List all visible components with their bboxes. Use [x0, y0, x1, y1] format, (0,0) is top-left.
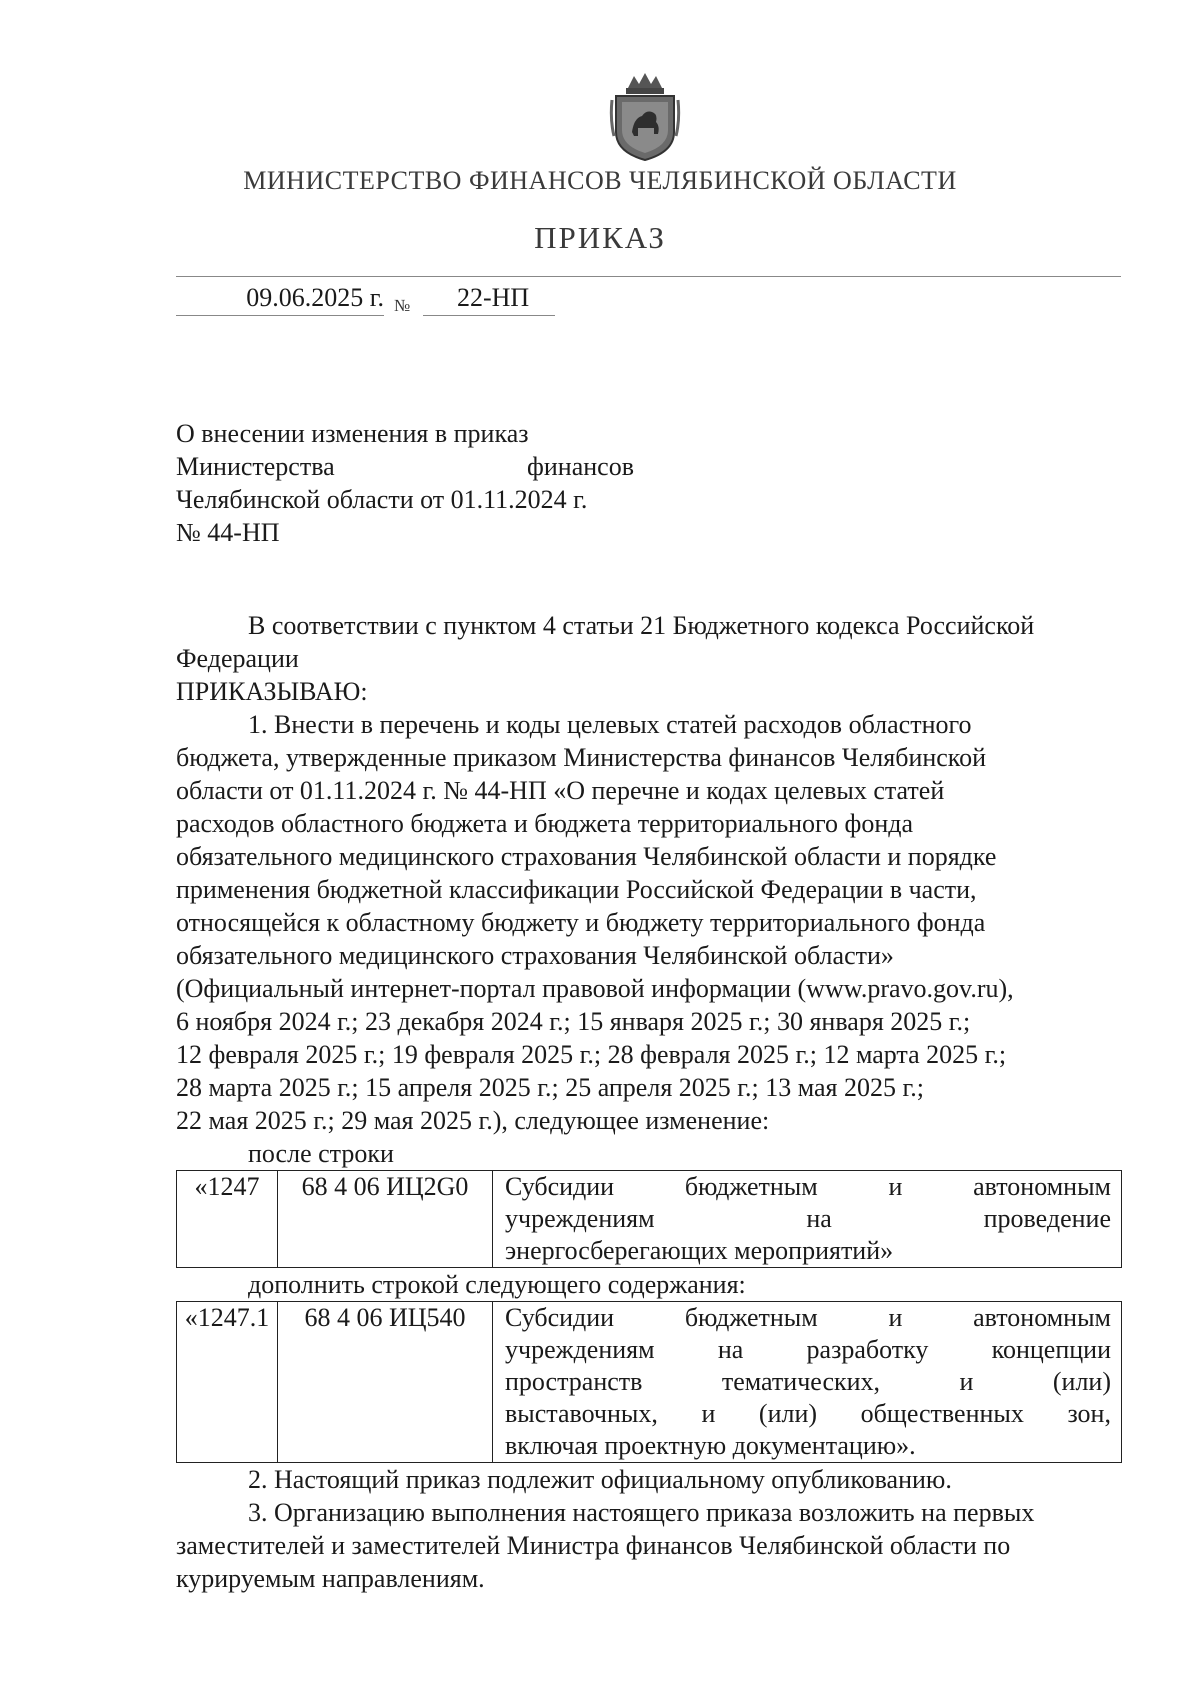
row-desc-line	[505, 1171, 1111, 1203]
item3-line: 3. Организацию выполнения настоящего приказа возложить на первых	[248, 1498, 1035, 1527]
order-subject	[176, 417, 634, 549]
header-divider	[176, 276, 1121, 277]
item1-line: обязательного медицинского страхования Челябинской области»	[176, 941, 894, 970]
desc-word: и	[959, 1367, 974, 1396]
row-description	[493, 1302, 1122, 1463]
preamble-line: Федерации	[176, 644, 299, 673]
desc-word: разработку	[806, 1335, 929, 1364]
desc-word: (или)	[758, 1399, 818, 1428]
desc-word: общественных	[860, 1399, 1024, 1428]
after-line-text: после строки	[248, 1139, 394, 1168]
desc-word: и	[701, 1399, 716, 1428]
desc-word: на	[717, 1335, 744, 1364]
row-desc-line: энергосберегающих мероприятий»	[505, 1236, 894, 1265]
number-sign: №	[394, 296, 411, 315]
order-number: 22-НП	[423, 283, 555, 316]
row-desc-line	[505, 1398, 1111, 1430]
desc-word: концепции	[991, 1335, 1111, 1364]
row-desc-line: включая проектную документацию».	[505, 1431, 916, 1460]
desc-word: Субсидии	[505, 1303, 615, 1332]
desc-word: Субсидии	[505, 1172, 615, 1201]
item1-line: 6 ноября 2024 г.; 23 декабря 2024 г.; 15 января 2025 г.; 30 января 2025 г.;	[176, 1007, 971, 1036]
item1-line: 1. Внести в перечень и коды целевых статей расходов областного	[248, 710, 972, 739]
item1-line: бюджета, утвержденные приказом Министерства финансов Челябинской	[176, 743, 987, 772]
subject-text: № 44-НП	[176, 518, 280, 547]
desc-word: проведение	[983, 1204, 1111, 1233]
item1-line: 28 марта 2025 г.; 15 апреля 2025 г.; 25 апреля 2025 г.; 13 мая 2025 г.;	[176, 1073, 924, 1102]
code-table-existing	[176, 1170, 1122, 1268]
subject-line	[176, 450, 634, 483]
row-desc-line	[505, 1366, 1111, 1398]
subject-text: Челябинской области от 01.11.2024 г.	[176, 485, 588, 514]
desc-word: учреждениям	[505, 1204, 655, 1233]
subject-line	[176, 417, 634, 450]
desc-word: выставочных,	[505, 1399, 658, 1428]
item1-line: 12 февраля 2025 г.; 19 февраля 2025 г.; 28 февраля 2025 г.; 12 марта 2025 г.;	[176, 1040, 1007, 1069]
desc-word: бюджетным	[684, 1303, 818, 1332]
row-number: «1247.1	[177, 1302, 278, 1463]
desc-word: автономным	[973, 1303, 1111, 1332]
table-row	[177, 1171, 1122, 1268]
item1-line: 22 мая 2025 г.; 29 мая 2025 г.), следующее изменение:	[176, 1106, 770, 1135]
item1-line: области от 01.11.2024 г. № 44-НП «О перечне и кодах целевых статей	[176, 776, 945, 805]
item3-line: курируемым направлениям.	[176, 1564, 485, 1593]
row-code: 68 4 06 ИЦ2G0	[278, 1171, 493, 1268]
subject-word: Министерства	[176, 452, 335, 481]
coat-of-arms-icon	[608, 70, 682, 162]
item2-line: 2. Настоящий приказ подлежит официальному опубликованию.	[248, 1465, 952, 1494]
row-desc-line	[505, 1334, 1111, 1366]
row-number: «1247	[177, 1171, 278, 1268]
subject-text: О внесении изменения в приказ	[176, 419, 529, 448]
desc-word: и	[888, 1303, 903, 1332]
document-title: ПРИКАЗ	[534, 220, 666, 255]
subject-line	[176, 483, 634, 516]
subject-word: финансов	[527, 452, 634, 481]
desc-word: бюджетным	[684, 1172, 818, 1201]
add-line-text: дополнить строкой следующего содержания:	[248, 1270, 746, 1299]
subject-line	[176, 516, 634, 549]
item1-line: применения бюджетной классификации Российской Федерации в части,	[176, 875, 977, 904]
desc-word: пространств	[505, 1367, 643, 1396]
ministry-name: МИНИСТЕРСТВО ФИНАНСОВ ЧЕЛЯБИНСКОЙ ОБЛАСТИ	[243, 166, 957, 195]
item1-line: (Официальный интернет-портал правовой информации (www.pravo.gov.ru),	[176, 974, 1014, 1003]
row-desc-line	[505, 1203, 1111, 1235]
table-row	[177, 1302, 1122, 1463]
order-word: ПРИКАЗЫВАЮ:	[176, 677, 368, 706]
desc-word: автономным	[973, 1172, 1111, 1201]
desc-word: на	[806, 1204, 832, 1233]
preamble-line: В соответствии с пунктом 4 статьи 21 Бюджетного кодекса Российской	[248, 611, 1035, 640]
item1-line: относящейся к областному бюджету и бюджету территориального фонда	[176, 908, 986, 937]
desc-word: и	[888, 1172, 903, 1201]
item1-line: обязательного медицинского страхования Челябинской области и порядке	[176, 842, 997, 871]
order-date: 09.06.2025 г.	[176, 283, 384, 316]
desc-word: тематических,	[721, 1367, 881, 1396]
item1-line: расходов областного бюджета и бюджета территориального фонда	[176, 809, 914, 838]
row-description	[493, 1171, 1122, 1268]
row-desc-line	[505, 1302, 1111, 1334]
desc-word: зон,	[1067, 1399, 1111, 1428]
desc-word: учреждениям	[505, 1335, 655, 1364]
row-code: 68 4 06 ИЦ540	[278, 1302, 493, 1463]
desc-word: (или)	[1052, 1367, 1111, 1396]
order-body	[176, 609, 1122, 1595]
code-table-new	[176, 1301, 1122, 1463]
item3-line: заместителей и заместителей Министра финансов Челябинской области по	[176, 1531, 1011, 1560]
